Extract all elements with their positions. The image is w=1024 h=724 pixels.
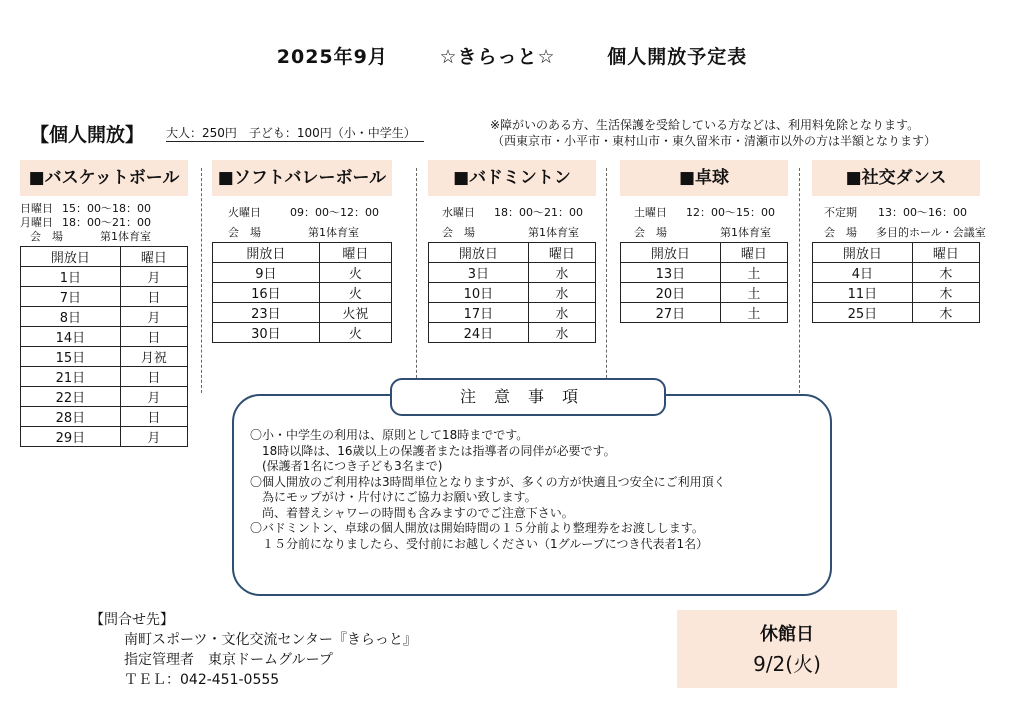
day-cell: 月祝 bbox=[120, 347, 187, 367]
table-row bbox=[213, 263, 392, 283]
category-table-tennis bbox=[620, 160, 788, 322]
day-cell: 水 bbox=[528, 263, 595, 283]
date-cell: 24日 bbox=[429, 323, 529, 343]
day-cell: 日 bbox=[120, 287, 187, 307]
day-cell: 火 bbox=[319, 263, 391, 283]
table-row bbox=[21, 407, 188, 427]
table-row bbox=[21, 327, 188, 347]
schedule-day: 火曜日 bbox=[228, 206, 261, 219]
header-day: 曜日 bbox=[720, 243, 787, 263]
category-badminton bbox=[428, 160, 596, 342]
table-row bbox=[21, 427, 188, 447]
date-cell: 14日 bbox=[21, 327, 121, 347]
schedule-time: 15：00～18：00 bbox=[62, 202, 151, 215]
schedule-day: 日曜日 bbox=[20, 202, 53, 215]
caution-title: 注意事項 bbox=[390, 378, 666, 416]
date-cell: 11日 bbox=[813, 283, 913, 303]
category-social-dance bbox=[812, 160, 986, 322]
fee-info: 大人：250円 子ども：100円（小・中学生） bbox=[166, 124, 424, 142]
category-meta bbox=[620, 206, 788, 240]
exemption-notice bbox=[490, 117, 936, 149]
header-date: 開放日 bbox=[813, 243, 913, 263]
closed-day-box bbox=[677, 610, 897, 688]
closed-date: 9/2(火) bbox=[753, 652, 821, 676]
day-cell: 月 bbox=[120, 387, 187, 407]
date-cell: 20日 bbox=[621, 283, 721, 303]
date-cell: 7日 bbox=[21, 287, 121, 307]
category-meta bbox=[428, 206, 596, 240]
caution-line: 〇バドミントン、卓球の個人開放は開始時間の１５分前より整理券をお渡しします。 bbox=[250, 521, 704, 535]
day-cell: 火祝 bbox=[319, 303, 391, 323]
header-date: 開放日 bbox=[429, 243, 529, 263]
venue-name: 多目的ホール・会議室 bbox=[876, 226, 986, 239]
schedule-time: 18：00～21：00 bbox=[62, 216, 151, 229]
caution-line: 18時以降は、16歳以上の保護者または指導者の同伴が必要です。 bbox=[250, 443, 616, 458]
category-meta bbox=[812, 206, 986, 240]
schedule-table bbox=[620, 242, 788, 323]
category-title: ■バドミントン bbox=[428, 160, 596, 196]
caution-line: 〇個人開放のご利用枠は3時間単位となりますが、多くの方が快適且つ安全にご利用頂く bbox=[250, 474, 726, 489]
column-divider bbox=[606, 168, 607, 393]
table-row bbox=[213, 283, 392, 303]
caution-line: (保護者1名につき子ども3名まで) bbox=[250, 459, 443, 473]
venue-label: 会 場 bbox=[824, 226, 857, 239]
date-cell: 23日 bbox=[213, 303, 320, 323]
schedule-time: 18：00～21：00 bbox=[494, 206, 583, 219]
day-cell: 木 bbox=[912, 303, 979, 323]
date-cell: 13日 bbox=[621, 263, 721, 283]
notice-line: ※障がいのある方、生活保護を受給している方などは、利用料免除となります。 bbox=[490, 118, 920, 132]
closed-label: 休館日 bbox=[760, 624, 814, 645]
header-day: 曜日 bbox=[319, 243, 391, 263]
table-row bbox=[813, 283, 980, 303]
venue-name: 第1体育室 bbox=[720, 226, 771, 239]
schedule-time: 12：00～15：00 bbox=[686, 206, 775, 219]
date-cell: 9日 bbox=[213, 263, 320, 283]
schedule-day: 不定期 bbox=[824, 206, 857, 219]
title-facility: ☆きらっと☆ bbox=[439, 46, 556, 68]
day-cell: 火 bbox=[319, 283, 391, 303]
page-title bbox=[0, 42, 1024, 69]
date-cell: 8日 bbox=[21, 307, 121, 327]
day-cell: 木 bbox=[912, 263, 979, 283]
header-date: 開放日 bbox=[621, 243, 721, 263]
date-cell: 30日 bbox=[213, 323, 320, 343]
day-cell: 水 bbox=[528, 283, 595, 303]
contact-tel: ＴＥＬ：042-451-0555 bbox=[124, 672, 280, 688]
schedule-table bbox=[428, 242, 596, 343]
day-cell: 日 bbox=[120, 327, 187, 347]
column-divider bbox=[799, 168, 800, 393]
caution-line: １５分前になりましたら、受付前にお越しください（1グループにつき代表者1名） bbox=[250, 536, 709, 551]
schedule-table bbox=[212, 242, 392, 343]
date-cell: 4日 bbox=[813, 263, 913, 283]
contact-manager: 指定管理者 東京ドームグループ bbox=[124, 652, 333, 668]
table-row bbox=[429, 283, 596, 303]
venue-name: 第1体育室 bbox=[528, 226, 579, 239]
date-cell: 25日 bbox=[813, 303, 913, 323]
schedule-time: 09：00～12：00 bbox=[290, 206, 379, 219]
venue-name: 第1体育室 bbox=[100, 230, 151, 243]
table-row bbox=[21, 307, 188, 327]
venue-label: 会 場 bbox=[634, 226, 667, 239]
table-row bbox=[813, 263, 980, 283]
day-cell: 月 bbox=[120, 427, 187, 447]
table-row bbox=[21, 387, 188, 407]
date-cell: 3日 bbox=[429, 263, 529, 283]
table-row bbox=[813, 303, 980, 323]
schedule-time: 13：00～16：00 bbox=[878, 206, 967, 219]
date-cell: 16日 bbox=[213, 283, 320, 303]
schedule-day: 土曜日 bbox=[634, 206, 667, 219]
venue-label: 会 場 bbox=[228, 226, 261, 239]
caution-line: 尚、着替えシャワーの時間も含みますのでご注意下さい。 bbox=[250, 505, 574, 520]
date-cell: 29日 bbox=[21, 427, 121, 447]
header-date: 開放日 bbox=[213, 243, 320, 263]
column-divider bbox=[416, 168, 417, 393]
caution-line: 為にモップがけ・片付けにご協力お願い致します。 bbox=[250, 490, 537, 504]
date-cell: 17日 bbox=[429, 303, 529, 323]
date-cell: 1日 bbox=[21, 267, 121, 287]
venue-name: 第1体育室 bbox=[308, 226, 359, 239]
day-cell: 水 bbox=[528, 323, 595, 343]
category-title: ■社交ダンス bbox=[812, 160, 980, 196]
table-row bbox=[429, 323, 596, 343]
date-cell: 22日 bbox=[21, 387, 121, 407]
day-cell: 火 bbox=[319, 323, 391, 343]
table-row bbox=[213, 303, 392, 323]
date-cell: 10日 bbox=[429, 283, 529, 303]
schedule-table bbox=[20, 246, 188, 447]
category-meta bbox=[20, 202, 188, 244]
header-date: 開放日 bbox=[21, 247, 121, 267]
date-cell: 28日 bbox=[21, 407, 121, 427]
caution-line: 〇小・中学生の利用は、原則として18時までです。 bbox=[250, 428, 529, 442]
day-cell: 月 bbox=[120, 307, 187, 327]
header-day: 曜日 bbox=[528, 243, 595, 263]
day-cell: 土 bbox=[720, 303, 787, 323]
header-day: 曜日 bbox=[120, 247, 187, 267]
schedule-day: 水曜日 bbox=[442, 206, 475, 219]
table-row bbox=[429, 263, 596, 283]
table-row bbox=[429, 303, 596, 323]
table-row bbox=[621, 263, 788, 283]
table-row bbox=[21, 287, 188, 307]
day-cell: 日 bbox=[120, 367, 187, 387]
table-row bbox=[621, 303, 788, 323]
category-title: ■卓球 bbox=[620, 160, 788, 196]
table-row bbox=[213, 323, 392, 343]
table-row bbox=[21, 367, 188, 387]
day-cell: 土 bbox=[720, 283, 787, 303]
day-cell: 木 bbox=[912, 283, 979, 303]
caution-text bbox=[250, 428, 726, 552]
category-title: ■バスケットボール bbox=[20, 160, 188, 196]
schedule-day: 月曜日 bbox=[20, 216, 53, 229]
venue-label: 会 場 bbox=[30, 230, 63, 243]
day-cell: 水 bbox=[528, 303, 595, 323]
column-divider bbox=[201, 168, 202, 393]
section-heading: 【個人開放】 bbox=[30, 124, 145, 146]
title-month: 2025年9月 bbox=[276, 46, 388, 68]
notice-line: （西東京市・小平市・東村山市・東久留米市・清瀬市以外の方は半額となります） bbox=[492, 134, 937, 148]
date-cell: 15日 bbox=[21, 347, 121, 367]
category-soft-volleyball bbox=[212, 160, 392, 342]
category-basketball bbox=[20, 160, 188, 446]
title-doc: 個人開放予定表 bbox=[607, 46, 748, 68]
table-row bbox=[621, 283, 788, 303]
day-cell: 日 bbox=[120, 407, 187, 427]
date-cell: 21日 bbox=[21, 367, 121, 387]
category-title: ■ソフトバレーボール bbox=[212, 160, 392, 196]
category-meta bbox=[212, 206, 392, 240]
contact-info bbox=[90, 610, 417, 690]
day-cell: 月 bbox=[120, 267, 187, 287]
contact-heading: 【問合せ先】 bbox=[90, 612, 174, 628]
table-row bbox=[21, 267, 188, 287]
schedule-table bbox=[812, 242, 980, 323]
day-cell: 土 bbox=[720, 263, 787, 283]
contact-name: 南町スポーツ・文化交流センター『きらっと』 bbox=[124, 632, 417, 648]
header-day: 曜日 bbox=[912, 243, 979, 263]
table-row bbox=[21, 347, 188, 367]
date-cell: 27日 bbox=[621, 303, 721, 323]
venue-label: 会 場 bbox=[442, 226, 475, 239]
